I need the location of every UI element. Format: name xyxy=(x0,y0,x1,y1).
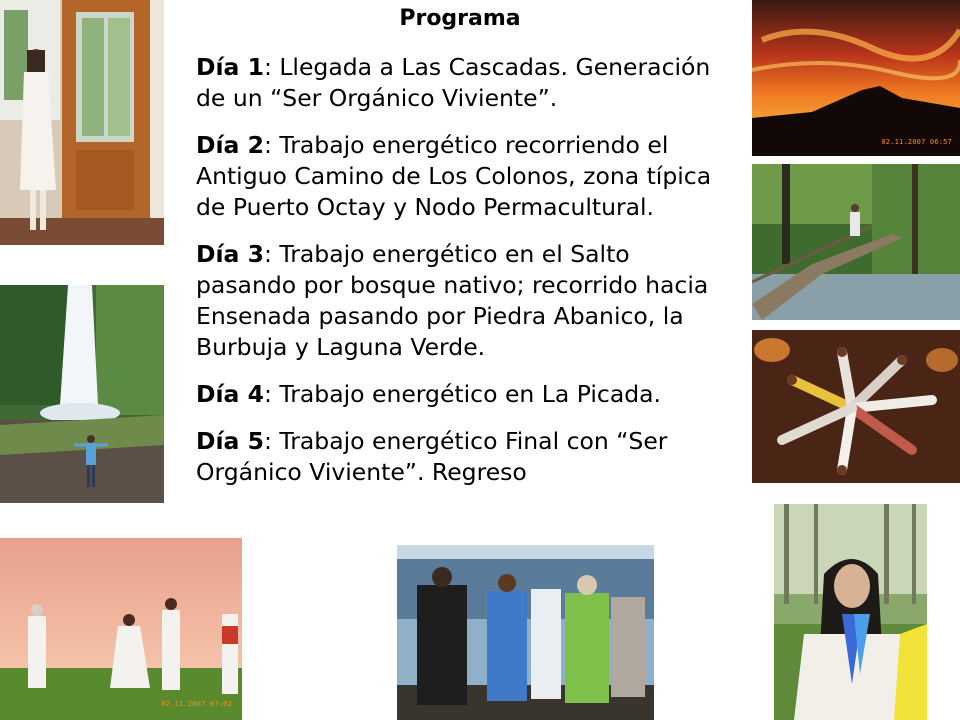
day-5-entry xyxy=(196,426,736,488)
day-4-label: Día 4 xyxy=(196,380,264,408)
photo-forest-bridge xyxy=(752,164,960,320)
day-5-separator: : xyxy=(263,427,280,455)
day-3-text: Trabajo energético en el Salto pasando por bosque nativo; recorrido hacia Ensenada pasando por Piedra Abanico, la Burbuja y Laguna Verde. xyxy=(196,240,709,361)
day-2-text: Trabajo energético recorriendo el Antiguo Camino de Los Colonos, zona típica de Puerto Octay y Nodo Permacultural. xyxy=(196,131,712,221)
day-2-entry xyxy=(196,130,736,223)
day-2-label: Día 2 xyxy=(196,131,264,159)
day-5-text: Trabajo energético Final con “Ser Orgánico Viviente”. Regreso xyxy=(196,427,668,486)
photo-woman-at-door xyxy=(0,0,164,245)
day-1-entry xyxy=(196,52,736,114)
day-2-separator: : xyxy=(263,131,280,159)
day-5-label: Día 5 xyxy=(196,427,264,455)
day-1-separator: : xyxy=(263,53,280,81)
photo-date-stamp: 02.11.2007 07:02 xyxy=(161,700,232,708)
photo-sunset-volcano xyxy=(752,0,960,156)
photo-group-sunset xyxy=(0,538,242,720)
day-1-label: Día 1 xyxy=(196,53,264,81)
program-title: Programa xyxy=(399,6,521,31)
day-3-label: Día 3 xyxy=(196,240,264,268)
day-3-separator: : xyxy=(263,240,280,268)
day-4-text: Trabajo energético en La Picada. xyxy=(279,380,662,408)
photo-date-stamp: 02.11.2007 06:57 xyxy=(881,138,952,146)
day-1-text: Llegada a Las Cascadas. Generación de un “Ser Orgánico Viviente”. xyxy=(196,53,711,112)
photo-woman-scarf xyxy=(774,504,927,720)
photo-group-star xyxy=(752,330,960,483)
day-4-separator: : xyxy=(263,380,280,408)
photo-waterfall xyxy=(0,285,164,503)
photo-lake-hug xyxy=(397,545,654,720)
program-list xyxy=(196,52,736,504)
day-3-entry xyxy=(196,239,736,363)
day-4-entry xyxy=(196,379,736,410)
